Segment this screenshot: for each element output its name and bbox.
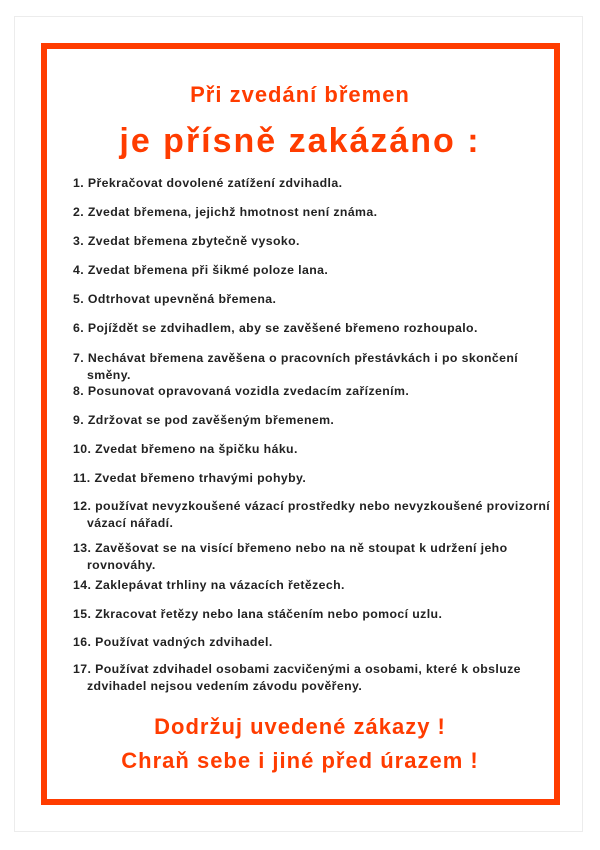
list-item <box>73 606 442 623</box>
item-text: Zvedat břemeno na špičku háku. <box>95 442 298 456</box>
list-item <box>73 233 300 250</box>
item-number: 8. <box>73 384 85 398</box>
item-text-continued: rovnováhy. <box>87 558 156 572</box>
footer-line-2: Chraň sebe i jiné před úrazem ! <box>121 748 479 773</box>
item-text: Pojíždět se zdvihadlem, aby se zavěšené břemeno rozhoupalo. <box>87 321 478 335</box>
list-item <box>73 204 377 221</box>
item-number: 3. <box>73 234 85 248</box>
list-item <box>73 320 478 337</box>
list-item <box>73 441 298 458</box>
item-number: 12. <box>73 499 92 513</box>
item-number: 7. <box>73 351 85 365</box>
item-text: Zvedat břemena při šikmé poloze lana. <box>87 263 329 277</box>
list-item <box>73 262 328 279</box>
item-text: Zvedat břemena zbytečně vysoko. <box>87 234 300 248</box>
item-number: 2. <box>73 205 85 219</box>
item-number: 1. <box>73 176 85 190</box>
list-item <box>73 350 518 384</box>
item-number: 14. <box>73 578 92 592</box>
heading-line-2: je přísně zakázáno : <box>119 122 481 160</box>
item-text-continued: zdvihadel nejsou vedením závodu pověřeny. <box>87 679 363 693</box>
item-number: 15. <box>73 607 92 621</box>
item-text: Zavěšovat se na visící břemeno nebo na ně stoupat k udržení jeho <box>95 541 508 555</box>
list-item <box>73 498 550 532</box>
list-item <box>73 470 306 487</box>
list-item <box>73 175 342 192</box>
item-text: Používat vadných zdvihadel. <box>95 635 273 649</box>
item-text: Překračovat dovolené zatížení zdvihadla. <box>87 176 343 190</box>
list-item <box>73 291 276 308</box>
footer-line-1: Dodržuj uvedené zákazy ! <box>154 714 446 739</box>
item-number: 16. <box>73 635 92 649</box>
item-text: Zkracovat řetězy nebo lana stáčením nebo pomocí uzlu. <box>95 607 443 621</box>
item-number: 11. <box>73 471 91 485</box>
item-text: Zvedat břemeno trhavými pohyby. <box>94 471 307 485</box>
list-item <box>73 634 273 651</box>
item-number: 5. <box>73 292 85 306</box>
list-item <box>73 661 521 695</box>
item-text-continued: směny. <box>87 368 131 382</box>
item-number: 10. <box>73 442 92 456</box>
item-text: Nechávat břemena zavěšena o pracovních přestávkách i po skončení <box>87 351 519 365</box>
heading-line-1: Při zvedání břemen <box>190 82 410 107</box>
list-item <box>73 383 409 400</box>
list-item <box>73 577 345 594</box>
item-text: Zdržovat se pod zavěšeným břemenem. <box>87 413 335 427</box>
item-text: Odtrhovat upevněná břemena. <box>87 292 277 306</box>
item-text: používat nevyzkoušené vázací prostředky nebo nevyzkoušené provizorní <box>95 499 551 513</box>
item-text: Zaklepávat trhliny na vázacích řetězech. <box>95 578 345 592</box>
item-number: 6. <box>73 321 85 335</box>
item-text: Používat zdvihadel osobami zacvičenými a osobami, které k obsluze <box>95 662 521 676</box>
item-text-continued: vázací nářadí. <box>87 516 174 530</box>
list-item <box>73 540 508 574</box>
item-number: 17. <box>73 662 92 676</box>
item-text: Posunovat opravovaná vozidla zvedacím zařízením. <box>87 384 410 398</box>
list-item <box>73 412 334 429</box>
item-text: Zvedat břemena, jejichž hmotnost není známa. <box>87 205 378 219</box>
item-number: 4. <box>73 263 85 277</box>
item-number: 9. <box>73 413 85 427</box>
item-number: 13. <box>73 541 92 555</box>
